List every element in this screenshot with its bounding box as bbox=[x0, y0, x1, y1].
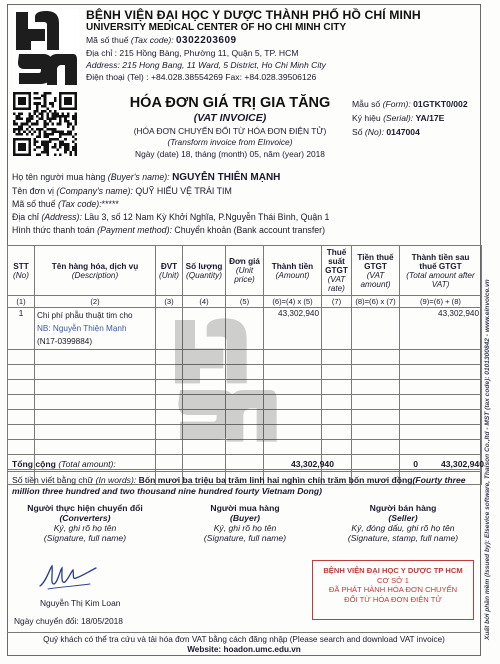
handwritten-signature-icon bbox=[38, 560, 98, 592]
invoice-date: Ngày (date) 18, tháng (month) 05, năm (year) 2018 bbox=[135, 149, 325, 159]
hospital-logo-icon bbox=[13, 9, 79, 87]
seller-stamp: BỆNH VIỆN ĐẠI HỌC Y DƯỢC TP HCM CƠ SỞ 1 ĐÃ PHÁT HÀNH HÓA ĐƠN CHUYỂN ĐỔI TỪ HÓA ĐƠN ĐIỆN TỬ bbox=[312, 560, 474, 620]
form-number: Mẫu số (Form): 01GTKT0/002 bbox=[352, 99, 468, 109]
buyer-address-line: Địa chỉ (Address): Lầu 3, số 12 Nam Kỳ Khởi Nghĩa, P.Nguyễn Thái Bình, Quận 1 bbox=[12, 212, 330, 222]
total-row: Tổng cộng (Total amount): 43,302,940 0 43,302,940 bbox=[7, 456, 481, 472]
hospital-header bbox=[86, 8, 476, 82]
hospital-address-en: Address: 215 Hong Bang, 11 Ward, 5 District, Ho Chi Minh City bbox=[86, 60, 326, 70]
item-patient: NB: Nguyễn Thiện Mạnh bbox=[37, 324, 127, 333]
col-header-vat-rate: Thuế suất GTGT (VAT rate) bbox=[322, 246, 352, 296]
total-amount: 43,302,940 bbox=[290, 459, 334, 469]
column-number-row: (1) (2) (3) (4) (5) (6)=(4) x (5) (7) (8)=(6) x (7) (9)=(6) + (8) bbox=[8, 296, 482, 308]
invoice-title-en: (VAT INVOICE) bbox=[193, 112, 267, 124]
hospital-tax-line: Mã số thuế (Tax code): 0302203609 bbox=[86, 35, 237, 46]
col-header-no: STT (No) bbox=[8, 246, 35, 296]
side-software-note: Xuất bởi phần mềm (Issued by): Elsevice software, Thaison Co.,ltd - MST (tax code): 0101300842 - www.einvoice.vn bbox=[484, 279, 491, 640]
col-header-quantity: Số lượng (Quantity) bbox=[183, 246, 226, 296]
col-header-description: Tên hàng hóa, dịch vụ (Description) bbox=[35, 246, 156, 296]
invoice-serial-block bbox=[352, 99, 482, 141]
signer-name: Nguyễn Thị Kim Loan bbox=[40, 598, 121, 608]
buyer-tax-line: Mã số thuế (Tax code):***** bbox=[12, 199, 119, 209]
footer-note: Quý khách có thể tra cứu và tải hóa đơn VAT bằng cách đăng nhập (Please search and download VAT invoice) bbox=[43, 635, 445, 644]
item-total: 43,302,940 bbox=[400, 308, 482, 350]
website-link[interactable]: hoadon.umc.edu.vn bbox=[223, 645, 301, 654]
serial-number: Ký hiệu (Serial): YA/17E bbox=[352, 113, 445, 123]
hospital-name-vi: BỆNH VIỆN ĐẠI HỌC Y DƯỢC THÀNH PHỐ HỒ CHÍ MINH bbox=[86, 8, 421, 22]
item-amount: 43,302,940 bbox=[264, 308, 322, 350]
buyer-signature: Người mua hàng (Buyer) Ký, ghi rõ họ tên (Signature, full name) bbox=[203, 503, 287, 543]
seller-signature: Người bán hàng (Seller) Ký, đóng dấu, ghi rõ họ tên (Signature, stamp, full name) bbox=[347, 503, 459, 543]
hospital-phone: Điện thoại (Tel) : +84.028.38554269 Fax: +84.028.39506126 bbox=[86, 72, 317, 82]
item-no: 1 bbox=[8, 308, 35, 350]
col-header-unit: ĐVT (Unit) bbox=[156, 246, 183, 296]
table-header-row bbox=[8, 246, 482, 296]
footer: Quý khách có thể tra cứu và tải hóa đơn VAT bằng cách đăng nhập (Please search and download VAT invoice) Website: hoadon.umc.edu.vn bbox=[7, 632, 481, 654]
invoice-conversion-vi: (HÓA ĐƠN CHUYỂN ĐỔI TỪ HÓA ĐƠN ĐIỆN TỬ) bbox=[133, 126, 327, 136]
company-line: Tên đơn vị (Company's name): QUỸ HIẾU VỆ TRÁI TIM bbox=[12, 186, 232, 196]
col-header-total: Thành tiền sau thuế GTGT (Total amount after VAT) bbox=[400, 246, 482, 296]
hospital-tax-code: 0302203609 bbox=[175, 35, 237, 46]
converter-signature: Người thực hiện chuyển đổi (Converters) Ký, ghi rõ họ tên (Signature, full name) bbox=[27, 503, 143, 543]
company-name: QUỸ HIẾU VỆ TRÁI TIM bbox=[135, 186, 232, 196]
buyer-name-line: Họ tên người mua hàng (Buyer's name): NGUYỄN THIÊN MẠNH bbox=[12, 172, 281, 183]
watermark-logo-icon bbox=[170, 315, 280, 445]
hospital-address-vi: Địa chỉ : 215 Hồng Bàng, Phường 11, Quận 5, TP. HCM bbox=[86, 48, 299, 58]
item-description: Chi phí phẫu thuật tim cho NB: Nguyễn Thiện Mạnh (N17-0399884) bbox=[35, 308, 156, 350]
buyer-name: NGUYỄN THIÊN MẠNH bbox=[172, 172, 281, 183]
conversion-date: Ngày chuyển đổi: 18/05/2018 bbox=[14, 616, 123, 626]
invoice-title-block bbox=[100, 95, 360, 159]
invoice-number: Số (No): 0147004 bbox=[352, 127, 420, 137]
payment-line: Hình thức thanh toán (Payment method): Chuyển khoản (Bank account transfer) bbox=[12, 225, 326, 235]
amount-in-words: Số tiền viết bằng chữ (In words): Bốn mươi ba triệu ba trăm linh hai nghìn chín trăm bốn mươi đồng(Fourty three million three hundred and two thousand nine hundred fourty Vietnam Dong) bbox=[12, 475, 466, 496]
total-after-vat: 43,302,940 bbox=[440, 459, 484, 469]
invoice-conversion-en: (Transform invoice from EInvoice) bbox=[167, 137, 293, 147]
hospital-name-en: UNIVERSITY MEDICAL CENTER OF HO CHI MINH CITY bbox=[86, 22, 347, 33]
invoice-title: HÓA ĐƠN GIÁ TRỊ GIA TĂNG bbox=[129, 95, 331, 111]
total-vat: 0 bbox=[413, 459, 418, 469]
qr-code-icon bbox=[13, 92, 77, 156]
buyer-info bbox=[12, 172, 472, 238]
item-code: (N17-0399884) bbox=[37, 337, 93, 346]
col-header-unit-price: Đơn giá (Unit price) bbox=[226, 246, 264, 296]
col-header-vat-amount: Tiền thuế GTGT (VAT amount) bbox=[352, 246, 400, 296]
col-header-amount: Thành tiền (Amount) bbox=[264, 246, 322, 296]
